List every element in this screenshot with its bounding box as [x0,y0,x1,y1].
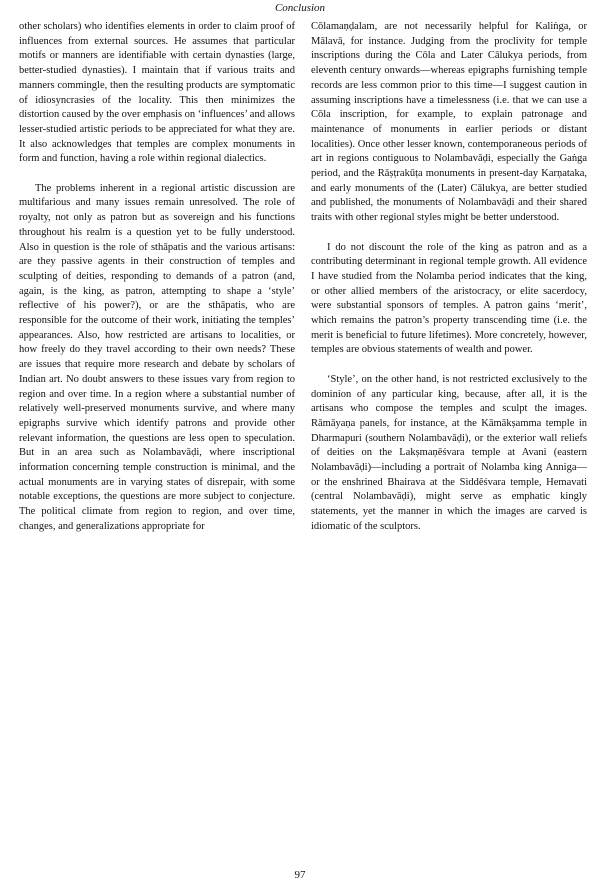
left-paragraph-2: The problems inherent in a regional artistic discussion are multifarious and many issues remain unresolved. The role of royalty, not only as patron but as sovereign and his functions throughout his realm is a question yet to be fully understood. Also in question is the role of sthāpatis and the various artisans: are they passive agents in their construction of temples and sculpting of deities, responding to demands of a patron (and, again, is the king, as patron, attempting to shape a ‘style’ reflective of his power?), or are the sthāpatis, who are responsible for the outcome of their work, initiating the temples’ appearances. Also, how restricted are artisans to localities, or how freely do they travel according to their own needs? These are issues that require more research and debate by scholars of Indian art. No doubt answers to these issues vary from region to region and over time. In a region where a substantial number of relatively well-preserved monuments survive, and where many epigraphs survive which identify patrons and provide other relevant information, the questions are less open to speculation. But in an area such as Nolambavāḍi, where inscriptional information concerning temple construction is minimal, and the actual monuments are in varying states of disrepair, with some notable exceptions, the questions are more subject to conjecture. The political climate from region to region, and over time, changes, and generalizations appropriate for [19,182,295,532]
right-paragraph-2: I do not discount the role of the king as patron and as a contributing determinant in regional temple growth. All evidence I have studied from the Nolamba period indicates that the king, or other allied members of the aristocracy, or elite sacerdocy, were substantial sponsors of temples. A patron gains ‘merit’, which remains the patron’s property transcending time (i.e. the merit is beneficial to future lifetimes). More concretely, however, temples are obvious statements of wealth and power. [311,241,587,356]
right-paragraph-3: ‘Style’, on the other hand, is not restricted exclusively to the dominion of any particular king, because, after all, it is the artisans who compose the temples and sculpt the images. Rāmāyaṇa panels, for instance, at the Kāmākṣamma temple in Dharmapuri (southern Nolambavāḍi), or the exterior wall reliefs of deities on the Lakṣmaṇēśvara temple at Avani (eastern Nolambavāḍi)—including a portrait of Nolamba king Anniga—or the enshrined Bhairava at the Siddēśvara temple, Hemavati (central Nolambavāḍi), might serve as emphatic kingly statements, yet the manner in which the images are carved is idiomatic of the sculptors. [311,373,587,532]
running-head: Conclusion [274,2,326,14]
page-number: 97 [294,869,306,881]
right-column [311,20,587,549]
right-paragraph-1: Cōlamaṇḍalam, are not necessarily helpful for Kaliṅga, or Mālavā, for instance. Judging from the proclivity for temple inscriptions during the Cōla and Later Cālukya periods, from eleventh century onwards—whereas epigraphs furnishing temple records are less common prior to this time—I suggest caution in assuming inscriptions have a timelessness (i.e. that we can use a Cōla inscription, for example, to explain patronage and maintenance of monuments in earlier periods or distant localities). Once other lesser known, contemporaneous periods of art in regions contiguous to Nolambavāḍi, especially the Gaṅga period, and the Rāṣṭrakūṭa monuments in present-day Karṇataka, and early monuments of the (Later) Cālukya, are better studied and published, the monuments of Nolambavāḍi and their shared traits with other regional styles might be better understood. [311,21,587,224]
left-column [19,20,295,549]
left-paragraph-1: other scholars) who identifies elements in order to claim proof of influences from external sources. He assumes that particular motifs or manners are identifiable with certain dynasties (large, better-studied dynasties). I maintain that if various traits and manners commingle, then the resulting products are symptomatic of idiosyncrasies of the locality. This then minimizes the distortion caused by the over emphasis on ‘influences’ and allows lesser-studied artistic periods to be appreciated for what they are. It also acknowledges that temples are complex monuments in form and function, having a role within regional dialectics. [19,21,295,165]
